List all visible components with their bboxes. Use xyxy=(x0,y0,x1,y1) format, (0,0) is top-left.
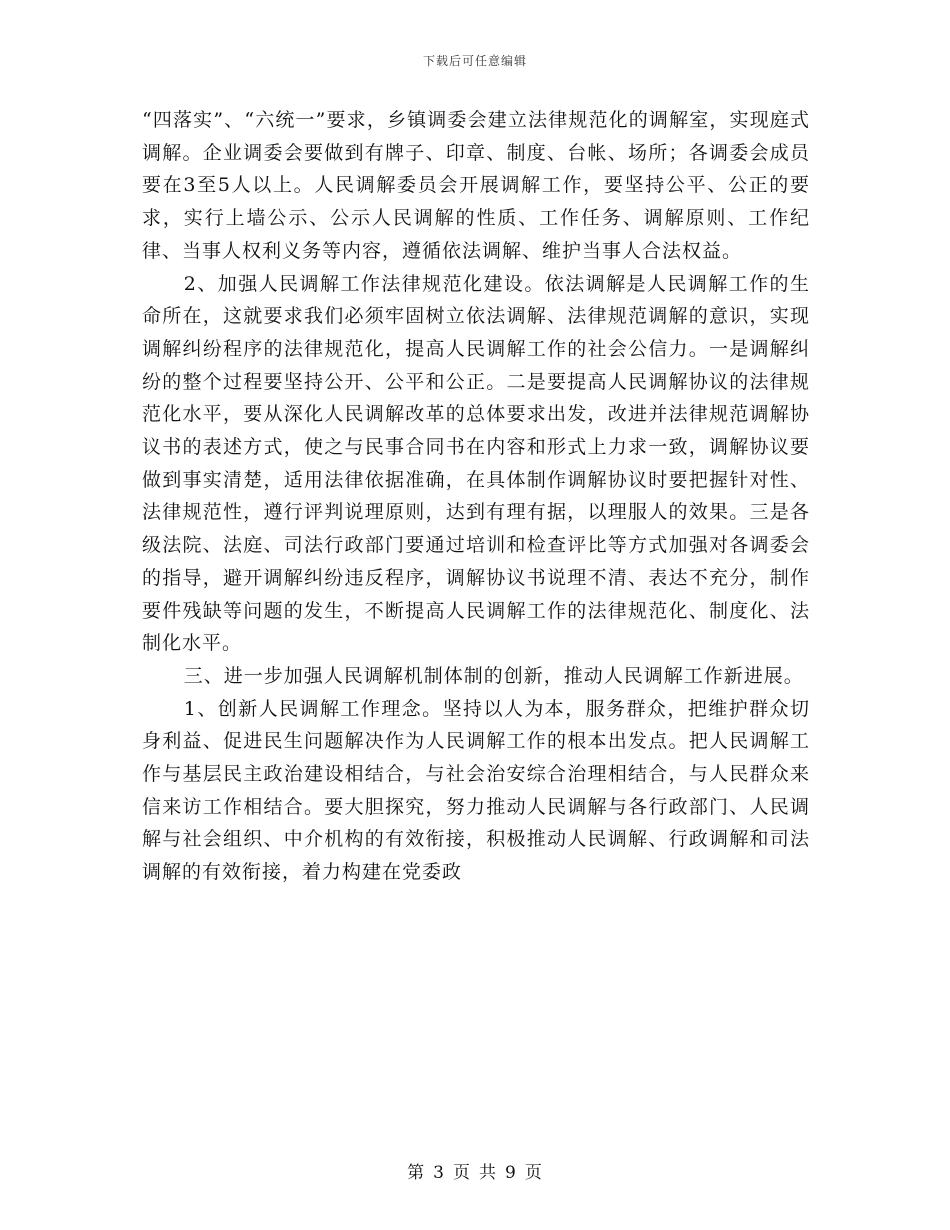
total-page-number: 9 xyxy=(505,1163,517,1183)
total-label-prefix: 共 xyxy=(479,1163,497,1183)
total-label-suffix: 页 xyxy=(524,1163,543,1183)
page-label-mid: 页 xyxy=(453,1163,471,1183)
paragraph-continuation: “四落实”、“六统一”要求，乡镇调委会建立法律规范化的调解室，实现庭式调解。企业调委会要做到有牌子、印章、制度、台帐、场所；各调委会成员要在3至5人以上。人民调解委员会开展调解工作，要坚持公平、公正的要求，实行上墙公示、公示人民调解的性质、工作任务、调解原则、工作纪律、当事人权利义务等内容，遵循依法调解、维护当事人合法权益。 xyxy=(142,109,810,262)
paragraph-section-3-1: 1、创新人民调解工作理念。坚持以人为本，服务群众，把维护群众切身利益、促进民生问题解决作为人民调解工作的根本出发点。把人民调解工作与基层民主政治建设相结合，与社会治安综合治理相结合，与人民群众来信来访工作相结合。要大胆探究，努力推动人民调解与各行政部门、人民调解与社会组织、中介机构的有效衔接，积极推动人民调解、行政调解和司法调解的有效衔接，着力构建在党委政 xyxy=(142,697,810,884)
page-label-prefix: 第 xyxy=(407,1163,426,1183)
current-page-number: 3 xyxy=(433,1163,445,1183)
page-footer xyxy=(0,1158,950,1183)
paragraph-section-2: 2、加强人民调解工作法律规范化建设。依法调解是人民调解工作的生命所在，这就要求我们必须牢固树立依法调解、法律规范调解的意识，实现调解纠纷程序的法律规范化，提高人民调解工作的社会公信力。一是调解纠纷的整个过程要坚持公开、公平和公正。二是要提高人民调解协议的法律规范化水平，要从深化人民调解改革的总体要求出发，改进并法律规范调解协议书的表述方式，使之与民事合同书在内容和形式上力求一致，调解协议要做到事实清楚，适用法律依据准确，在具体制作调解协议时要把握针对性、法律规范性，遵行评判说理原则，达到有理有据，以理服人的效果。三是各级法院、法庭、司法行政部门要通过培训和检查评比等方式加强对各调委会的指导，避开调解纠纷违反程序，调解协议书说理不清、表达不充分，制作要件残缺等问题的发生，不断提高人民调解工作的法律规范化、制度化、法制化水平。 xyxy=(142,272,810,655)
paragraph-heading-3: 三、进一步加强人民调解机制体制的创新，推动人民调解工作新进展。 xyxy=(183,664,804,687)
page-header: 下载后可任意编辑 xyxy=(422,54,527,68)
document-body xyxy=(142,104,810,889)
